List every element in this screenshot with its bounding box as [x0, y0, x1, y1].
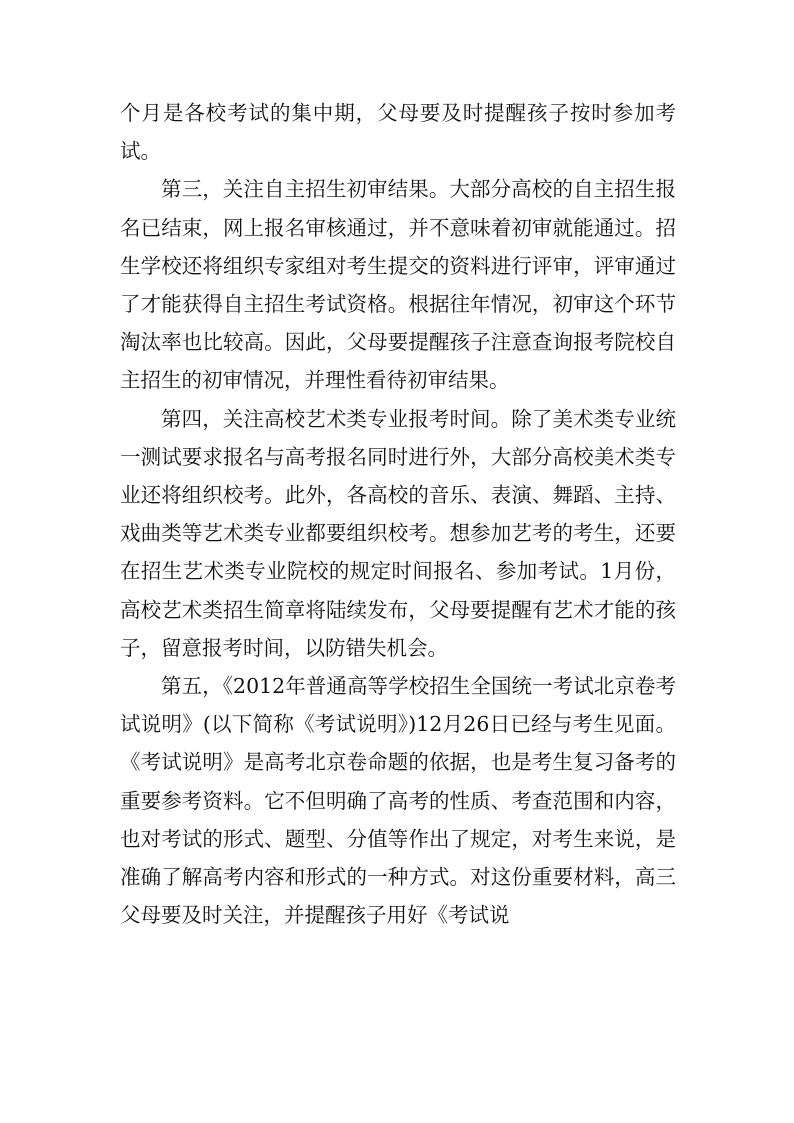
- paragraph-third-point: 第三，关注自主招生初审结果。大部分高校的自主招生报名已结束，网上报名审核通过，并不意味着初审就能通过。招生学校还将组织专家组对考生提交的资料进行评审，评审通过了才能获得自主招生考试资格。根据往年情况，初审这个环节淘汰率也比较高。因此，父母要提醒孩子注意查询报考院校自主招生的初审情况，并理性看待初审结果。: [120, 177, 676, 393]
- paragraph-fourth-point: 第四，关注高校艺术类专业报考时间。除了美术类专业统一测试要求报名与高考报名同时进行外，大部分高校美术类专业还将组织校考。此外，各高校的音乐、表演、舞蹈、主持、戏曲类等艺术类专业都要组织校考。想参加艺考的考生，还要在招生艺术类专业院校的规定时间报名、参加考试。1月份，高校艺术类招生简章将陆续发布，父母要提醒有艺术才能的孩子，留意报考时间，以防错失机会。: [120, 406, 676, 660]
- body-text: [120, 94, 676, 934]
- paragraph-continuation: 个月是各校考试的集中期，父母要及时提醒孩子按时参加考试。: [120, 101, 676, 164]
- paragraph-fifth-point: 第五，《2012年普通高等学校招生全国统一考试北京卷考试说明》(以下简称《考试说明》)12月26日已经与考生见面。《考试说明》是高考北京卷命题的依据，也是考生复习备考的重要参考资料。它不但明确了高考的性质、考查范围和内容，也对考试的形式、题型、分值等作出了规定，对考生来说，是准确了解高考内容和形式的一种方式。对这份重要材料，高三父母要及时关注，并提醒孩子用好《考试说: [120, 674, 676, 928]
